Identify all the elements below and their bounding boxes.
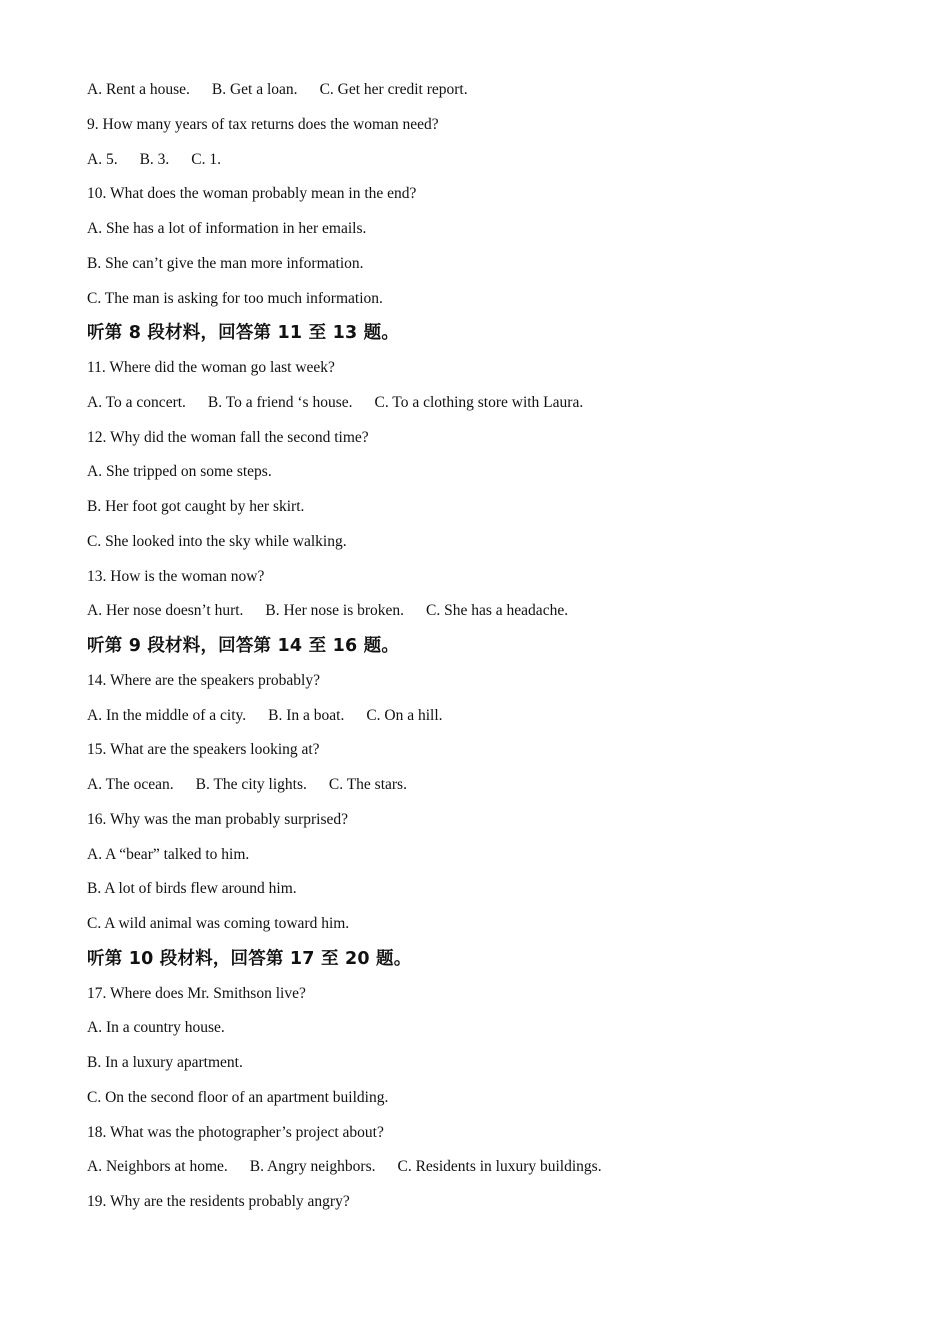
answer-option: A. The ocean. bbox=[87, 776, 174, 793]
answer-option: B. To a friend ‘s house. bbox=[207, 393, 353, 411]
question-line: 13. How is the woman now? bbox=[87, 567, 265, 585]
question-line: 17. Where does Mr. Smithson live? bbox=[87, 984, 306, 1002]
answer-option: B. 3. bbox=[139, 150, 170, 168]
answer-option: C. On a hill. bbox=[366, 706, 443, 724]
question-line: B. A lot of birds flew around him. bbox=[87, 880, 297, 898]
answer-option: A. In the middle of a city. bbox=[87, 706, 247, 724]
question-line: 15. What are the speakers looking at? bbox=[87, 741, 320, 759]
answer-options-row bbox=[87, 599, 887, 634]
question-line: 10. What does the woman probably mean in the end? bbox=[87, 185, 417, 203]
question-line: 9. How many years of tax returns does the woman need? bbox=[87, 115, 439, 133]
question-line: C. A wild animal was coming toward him. bbox=[87, 915, 350, 932]
answer-option: B. In a boat. bbox=[268, 706, 345, 724]
answer-options-row bbox=[87, 148, 887, 183]
question-line: 14. Where are the speakers probably? bbox=[87, 671, 320, 689]
question-line: 16. Why was the man probably surprised? bbox=[87, 810, 349, 828]
question-line: B. Her foot got caught by her skirt. bbox=[87, 498, 305, 515]
answer-options-row bbox=[87, 773, 887, 808]
question-line: A. She tripped on some steps. bbox=[87, 463, 272, 481]
answer-options-row bbox=[87, 704, 887, 739]
answer-option: C. Get her credit report. bbox=[319, 81, 468, 98]
question-line: A. A “bear” talked to him. bbox=[87, 845, 250, 863]
document-page bbox=[87, 78, 887, 1225]
question-line: A. She has a lot of information in her emails. bbox=[87, 220, 367, 237]
answer-option: C. 1. bbox=[191, 150, 222, 168]
question-line: B. In a luxury apartment. bbox=[87, 1054, 243, 1071]
answer-option: A. Her nose doesn’t hurt. bbox=[87, 602, 244, 620]
question-line: C. The man is asking for too much information. bbox=[87, 289, 383, 307]
question-line: C. On the second floor of an apartment building. bbox=[87, 1088, 389, 1106]
answer-option: A. To a concert. bbox=[87, 393, 186, 411]
answer-option: B. Get a loan. bbox=[211, 81, 298, 98]
answer-option: C. Residents in luxury buildings. bbox=[397, 1158, 602, 1176]
answer-option: A. Rent a house. bbox=[87, 81, 190, 98]
question-line: 11. Where did the woman go last week? bbox=[87, 359, 335, 376]
answer-option: A. 5. bbox=[87, 150, 118, 168]
question-line: 12. Why did the woman fall the second time? bbox=[87, 428, 369, 446]
answer-option: B. The city lights. bbox=[195, 776, 307, 793]
section-heading: 听第 10 段材料，回答第 17 至 20 题。 bbox=[87, 948, 412, 969]
section-heading: 听第 8 段材料，回答第 11 至 13 题。 bbox=[87, 323, 400, 344]
answer-options-row bbox=[87, 391, 887, 426]
answer-option: C. The stars. bbox=[328, 776, 407, 793]
answer-options-row bbox=[87, 1155, 887, 1190]
question-line: 19. Why are the residents probably angry? bbox=[87, 1193, 350, 1210]
question-line: B. She can’t give the man more information. bbox=[87, 254, 364, 272]
answer-option: B. Her nose is broken. bbox=[265, 602, 405, 620]
answer-option: A. Neighbors at home. bbox=[87, 1158, 228, 1176]
question-line: 18. What was the photographer’s project about? bbox=[87, 1123, 384, 1141]
answer-options-row bbox=[87, 78, 887, 113]
question-line: C. She looked into the sky while walking. bbox=[87, 532, 347, 550]
question-line: A. In a country house. bbox=[87, 1019, 225, 1037]
section-heading: 听第 9 段材料，回答第 14 至 16 题。 bbox=[87, 636, 400, 656]
answer-option: C. She has a headache. bbox=[426, 602, 569, 620]
answer-option: C. To a clothing store with Laura. bbox=[374, 393, 584, 411]
answer-option: B. Angry neighbors. bbox=[249, 1158, 376, 1176]
